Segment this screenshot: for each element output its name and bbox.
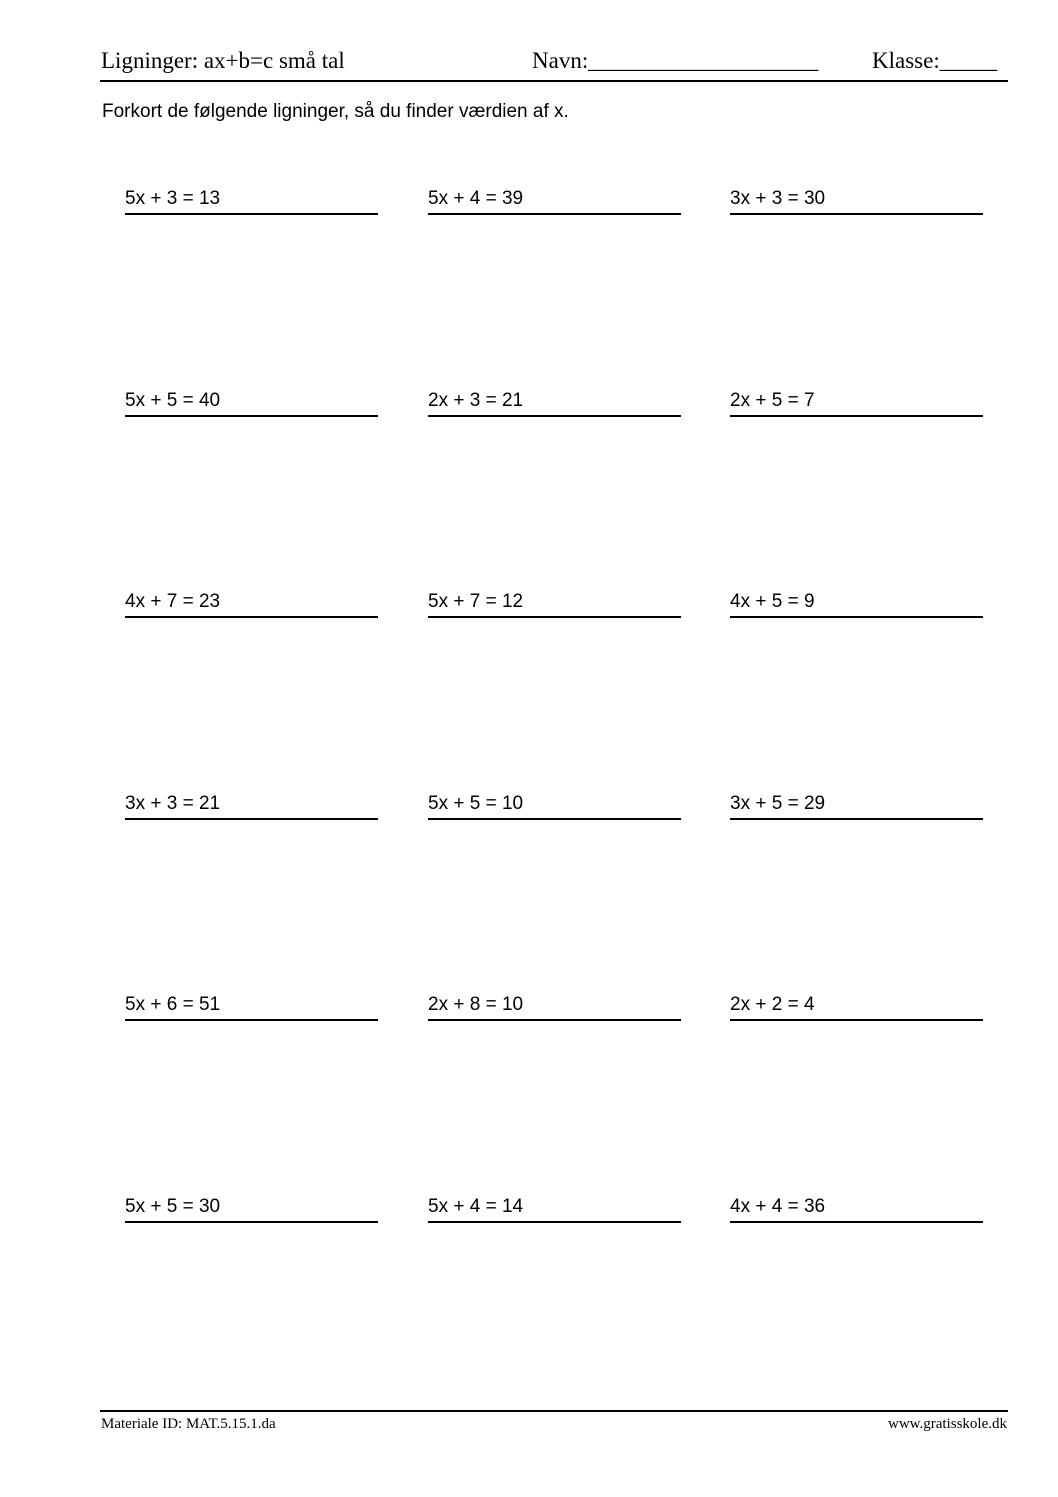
problem-item: [428, 989, 681, 1021]
class-field: Klasse:_____: [872, 48, 998, 73]
equation-text: 3x + 3 = 21: [125, 793, 221, 814]
problem-item: [730, 989, 983, 1021]
equation-text: 3x + 5 = 29: [730, 793, 826, 814]
problem-item: [125, 989, 378, 1021]
problem-item: [428, 385, 681, 417]
equation-text: 5x + 7 = 12: [428, 591, 524, 612]
problem-item: [730, 1191, 983, 1223]
material-id: Materiale ID: MAT.5.15.1.da: [101, 1416, 276, 1432]
equation-text: 5x + 3 = 13: [125, 188, 221, 209]
equation-text: 2x + 5 = 7: [730, 390, 815, 411]
equation-text: 2x + 3 = 21: [428, 390, 524, 411]
problem-item: [125, 385, 378, 417]
equation-text: 5x + 5 = 10: [428, 793, 524, 814]
equation-text: 5x + 4 = 14: [428, 1196, 524, 1217]
problem-item: [730, 788, 983, 820]
equation-text: 2x + 2 = 4: [730, 994, 815, 1015]
problem-item: [125, 586, 378, 618]
problem-item: [428, 183, 681, 215]
problem-item: [730, 385, 983, 417]
equation-text: 4x + 7 = 23: [125, 591, 221, 612]
equation-text: 3x + 3 = 30: [730, 188, 826, 209]
equation-text: 5x + 6 = 51: [125, 994, 221, 1015]
problem-item: [428, 788, 681, 820]
problem-item: [730, 183, 983, 215]
footer-divider: [100, 1410, 1008, 1412]
worksheet-title: Ligninger: ax+b=c små tal: [101, 48, 345, 73]
equation-text: 5x + 5 = 40: [125, 390, 221, 411]
equation-text: 4x + 4 = 36: [730, 1196, 826, 1217]
equation-text: 5x + 5 = 30: [125, 1196, 221, 1217]
website-link[interactable]: www.gratisskole.dk: [887, 1416, 1007, 1432]
name-field: Navn:____________________: [532, 48, 819, 73]
problem-item: [125, 1191, 378, 1223]
problem-item: [730, 586, 983, 618]
problem-item: [428, 1191, 681, 1223]
equation-text: 4x + 5 = 9: [730, 591, 815, 612]
instruction-text: Forkort de følgende ligninger, så du finder værdien af x.: [102, 101, 569, 122]
problem-item: [125, 788, 378, 820]
problem-item: [125, 183, 378, 215]
equation-text: 2x + 8 = 10: [428, 994, 524, 1015]
equation-text: 5x + 4 = 39: [428, 188, 524, 209]
problem-item: [428, 586, 681, 618]
